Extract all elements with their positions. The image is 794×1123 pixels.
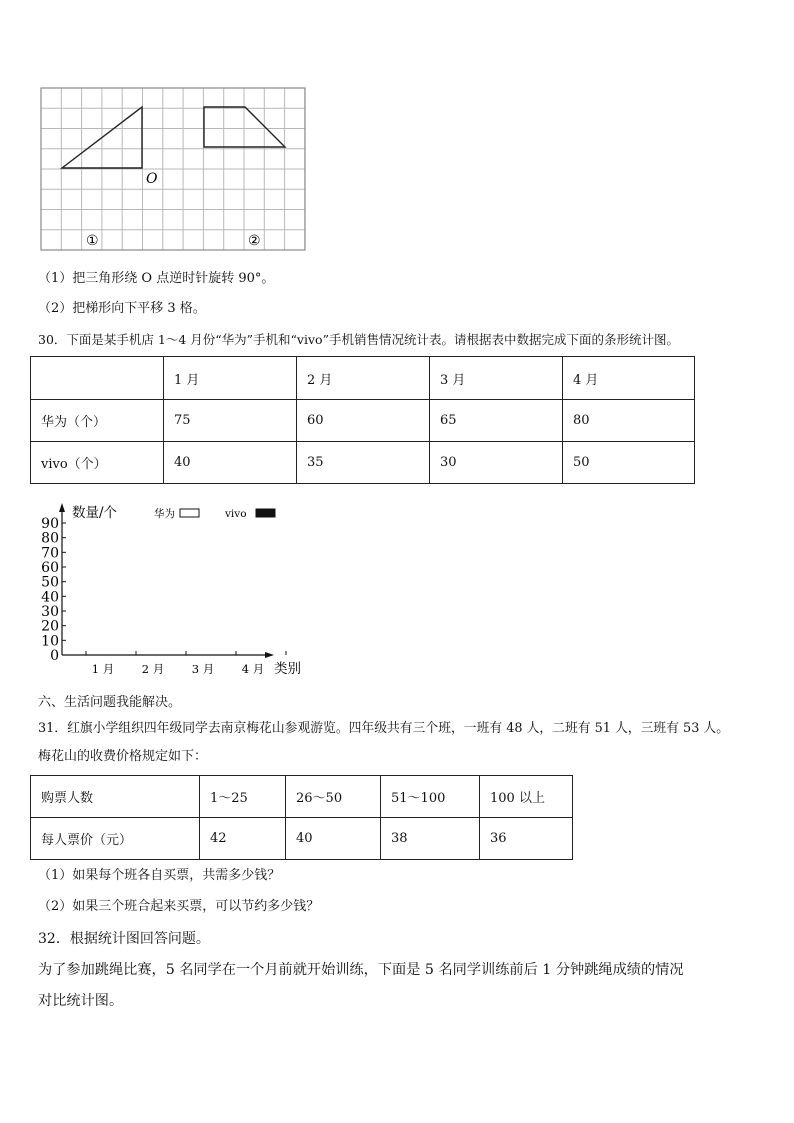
- q30-intro: 30．下面是某手机店 1～4 月份“华为”手机和“vivo”手机销售情况统计表。请根据表中数据完成下面的条形统计图。: [38, 332, 679, 347]
- y-tick-label: 20: [41, 618, 59, 635]
- table-cell: 42: [200, 818, 286, 860]
- table-cell: 65: [430, 400, 563, 442]
- table-cell: 1～25: [200, 776, 286, 818]
- legend-swatch-huawei: [180, 509, 199, 517]
- table-cell: 2 月: [297, 357, 430, 400]
- table-cell: 1 月: [164, 357, 297, 400]
- table-row: [31, 776, 573, 818]
- table-cell: 35: [297, 442, 430, 484]
- table-cell: 购票人数: [31, 776, 200, 818]
- table-cell: 38: [381, 818, 480, 860]
- blank-bar-chart: [30, 495, 330, 685]
- q32-line-2: 对比统计图。: [38, 993, 124, 1009]
- grid-figure: [38, 86, 308, 252]
- x-tick-label: 2 月: [141, 662, 165, 676]
- legend-label-huawei: 华为: [154, 508, 175, 520]
- x-axis-label: 类别: [274, 661, 301, 677]
- table-cell: 60: [297, 400, 430, 442]
- table-cell: 每人票价（元）: [31, 818, 200, 860]
- y-axis-label: 数量/个: [72, 505, 118, 521]
- q31-sub-2: （2）如果三个班合起来买票，可以节约多少钱？: [38, 899, 320, 914]
- table-cell: 100 以上: [480, 776, 573, 818]
- table-cell: 30: [430, 442, 563, 484]
- y-tick-label: 40: [41, 589, 59, 606]
- table-cell: 4 月: [563, 357, 695, 400]
- x-tick-label: 4 月: [241, 662, 265, 676]
- y-tick-label: 0: [50, 648, 59, 664]
- q31-line-2: 梅花山的收费价格规定如下：: [38, 749, 208, 764]
- table-cell: 50: [563, 442, 695, 484]
- table-cell: 40: [286, 818, 381, 860]
- y-axis-arrow: [59, 503, 65, 512]
- table-cell: 3 月: [430, 357, 563, 400]
- table-cell: 华为（个）: [31, 400, 164, 442]
- table-row: [31, 818, 573, 860]
- table-row: [31, 357, 695, 400]
- table-row: [31, 400, 695, 442]
- q32-line-1: 为了参加跳绳比赛，5 名同学在一个月前就开始训练，下面是 5 名同学训练前后 1 分钟跳绳成绩的情况: [38, 962, 684, 978]
- origin-label: O: [146, 171, 158, 187]
- y-tick-label: 30: [41, 604, 59, 620]
- q32-title: 32．根据统计图回答问题。: [38, 931, 210, 947]
- table-cell: 75: [164, 400, 297, 442]
- table-cell: [31, 357, 164, 400]
- q30-sales-table: [30, 356, 695, 484]
- x-axis-arrow: [265, 652, 274, 658]
- q29-part-1: （1）把三角形绕 O 点逆时针旋转 90°。: [38, 271, 275, 286]
- y-tick-label: 10: [41, 633, 59, 650]
- y-tick-label: 50: [41, 574, 59, 591]
- x-tick-label: 3 月: [191, 662, 215, 676]
- y-tick-label: 70: [41, 545, 59, 562]
- y-tick-label: 80: [41, 530, 59, 547]
- q31-line-1: 31．红旗小学组织四年级同学去南京梅花山参观游览。四年级共有三个班，一班有 48 人，二班有 51 人，三班有 53 人。: [38, 721, 729, 736]
- table-cell: 51～100: [381, 776, 480, 818]
- legend-label-vivo: vivo: [225, 508, 247, 520]
- q31-sub-1: （1）如果每个班各自买票，共需多少钱？: [38, 868, 281, 883]
- q31-price-table: [30, 775, 573, 860]
- table-cell: 26～50: [286, 776, 381, 818]
- y-tick-label: 60: [41, 560, 59, 576]
- y-tick-label: 90: [41, 516, 59, 532]
- table-cell: vivo（个）: [31, 442, 164, 484]
- table-cell: 40: [164, 442, 297, 484]
- figure-label-1: ①: [86, 233, 99, 249]
- figure-label-2: ②: [248, 233, 261, 249]
- q29-part-2: （2）把梯形向下平移 3 格。: [38, 301, 206, 316]
- section-6-title: 六、生活问题我能解决。: [38, 695, 182, 710]
- table-cell: 36: [480, 818, 573, 860]
- table-row: [31, 442, 695, 484]
- table-cell: 80: [563, 400, 695, 442]
- legend-swatch-vivo: [256, 509, 275, 517]
- x-tick-label: 1 月: [91, 662, 115, 676]
